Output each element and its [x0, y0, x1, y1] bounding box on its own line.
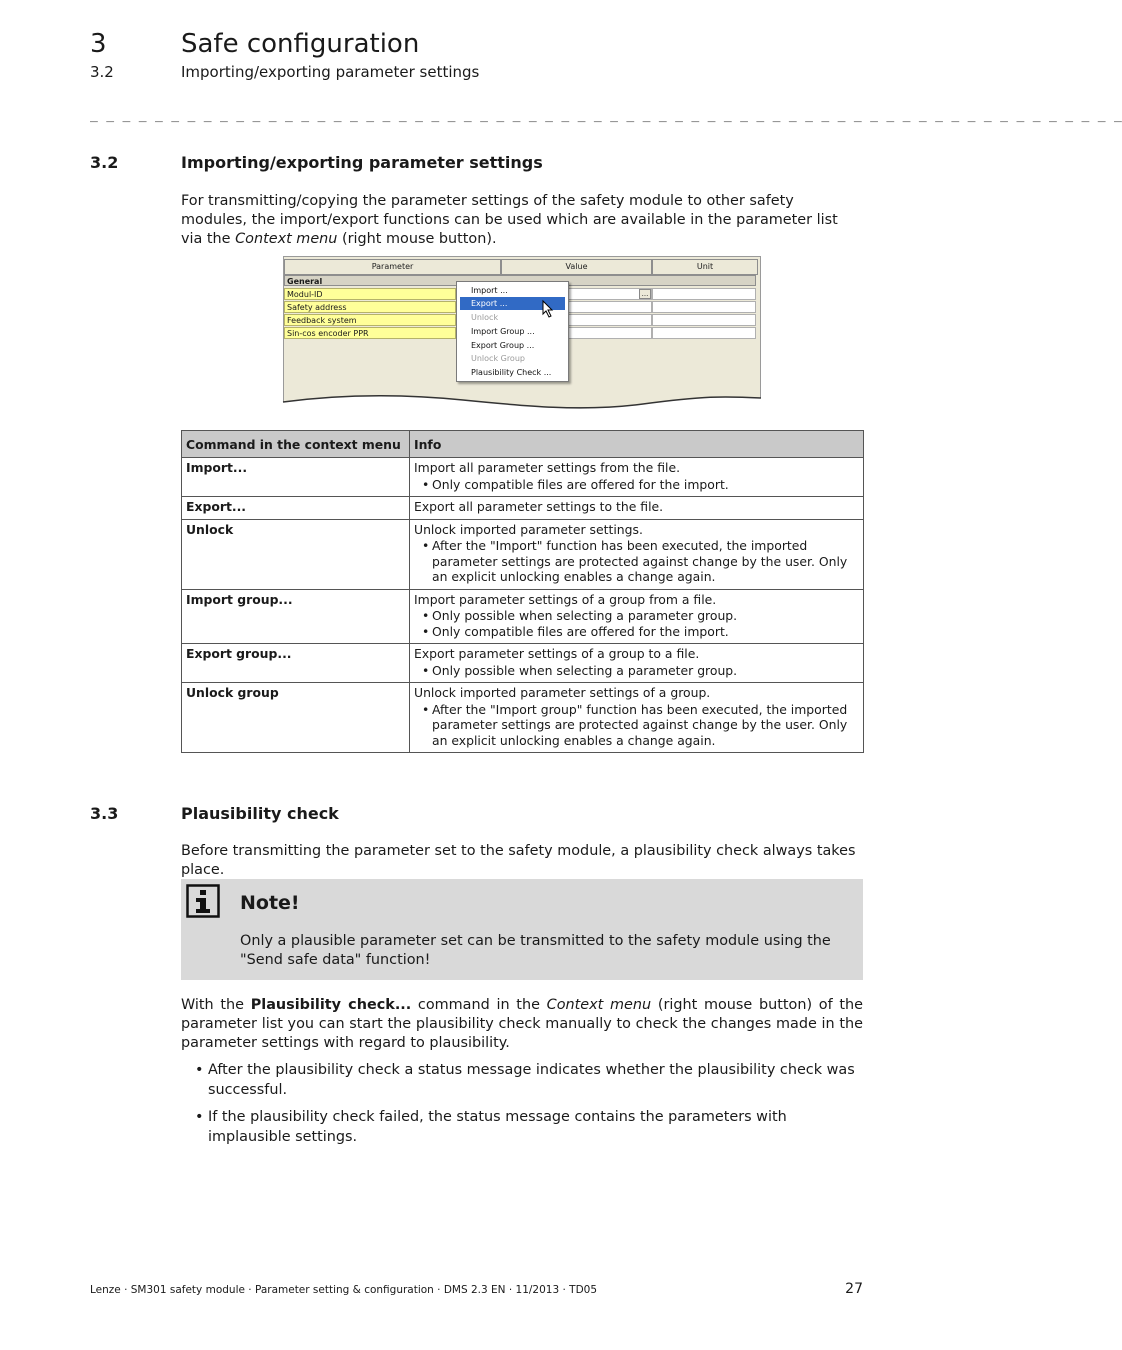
note-text: Only a plausible parameter set can be transmitted to the safety module using the "Send safe data" function! — [240, 933, 831, 968]
chapter-title: Safe configuration — [181, 29, 420, 59]
unit-cell — [652, 288, 756, 300]
section-number: 3.2 — [90, 153, 119, 172]
menu-item-unlock-group[interactable]: Unlock Group — [471, 354, 525, 363]
command-cell: Unlock group — [182, 683, 410, 753]
param-row-feedback-system[interactable]: Feedback system — [284, 314, 456, 326]
info-text: Import parameter settings of a group from a file. — [414, 591, 717, 607]
info-text: Unlock imported parameter settings of a group. — [414, 685, 711, 700]
info-cell — [410, 497, 864, 520]
info-cell — [410, 458, 864, 497]
info-bullet: • Only possible when selecting a parameter group. — [432, 663, 859, 679]
intro-text-end: (right mouse button). — [337, 231, 497, 247]
list-item-text: If the plausibility check failed, the status message contains the parameters with implausible settings. — [208, 1109, 787, 1145]
unit-cell — [652, 314, 756, 326]
table-row — [182, 519, 864, 589]
mouse-cursor-icon — [542, 300, 554, 318]
torn-edge-icon — [283, 392, 761, 412]
group-row-general[interactable]: General — [284, 275, 756, 286]
menu-item-import-group[interactable]: Import Group ... — [471, 327, 535, 336]
plausibility-paragraph — [181, 996, 863, 1053]
plausibility-intro: Before transmitting the parameter set to the safety module, a plausibility check always takes place. — [181, 843, 856, 878]
note-box — [181, 879, 863, 980]
table-row — [182, 644, 864, 683]
command-cell: Import group... — [182, 589, 410, 644]
menu-item-unlock[interactable]: Unlock — [471, 313, 499, 322]
info-cell — [410, 519, 864, 589]
value-cell[interactable] — [567, 314, 652, 326]
footer-text: Lenze · SM301 safety module · Parameter setting & configuration · DMS 2.3 EN · 11/2013 · TD05 — [90, 1284, 598, 1296]
table-row — [182, 683, 864, 753]
header-separator: _ _ _ _ _ _ _ _ _ _ _ _ _ _ _ _ _ _ _ _ _ _ _ _ _ _ _ _ _ _ _ _ _ _ _ _ _ _ _ _ _ _ _ _ _ _ _ _ _ _ _ _ _ _ _ _ _ _ _ _ _ _ _ _ — [90, 108, 1122, 123]
header-section-number: 3.2 — [90, 63, 114, 81]
section-title: Plausibility check — [181, 804, 339, 823]
info-bullets — [414, 477, 859, 493]
parameter-list-screenshot — [283, 256, 761, 412]
chapter-number: 3 — [90, 29, 107, 59]
paragraph-italic: Context menu — [546, 997, 652, 1013]
param-row-safety-address[interactable]: Safety address — [284, 301, 456, 313]
info-cell — [410, 644, 864, 683]
menu-item-plausibility-check[interactable]: Plausibility Check ... — [471, 368, 552, 377]
table-header-info: Info — [410, 431, 864, 458]
table-header-command: Command in the context menu — [182, 431, 410, 458]
info-bullets — [414, 663, 859, 679]
table-row — [182, 458, 864, 497]
command-cell: Import... — [182, 458, 410, 497]
info-bullet: • After the "Import" function has been executed, the imported parameter settings are protected against change by the user. Only an explicit unlocking enables a change again. — [432, 538, 859, 585]
menu-item-export[interactable]: Export ... — [460, 297, 565, 310]
table-header-row — [182, 431, 864, 458]
note-title: Note! — [240, 892, 300, 914]
unit-cell — [652, 301, 756, 313]
param-row-encoder-ppr[interactable]: Sin-cos encoder PPR — [284, 327, 456, 339]
info-text: Import all parameter settings from the file. — [414, 460, 681, 475]
paragraph-text: command in the — [411, 997, 547, 1013]
table-row — [182, 589, 864, 644]
menu-item-import[interactable]: Import ... — [471, 286, 508, 295]
command-table — [181, 430, 864, 753]
value-cell[interactable] — [567, 327, 652, 339]
intro-italic: Context menu — [235, 231, 338, 247]
info-bullet: • Only compatible files are offered for the import. — [432, 477, 859, 493]
section-title: Importing/exporting parameter settings — [181, 153, 543, 172]
info-bullet: • Only possible when selecting a parameter group. — [432, 608, 859, 624]
info-text: Export all parameter settings to the file. — [414, 499, 664, 514]
section-number: 3.3 — [90, 804, 119, 823]
param-row-modul-id[interactable]: Modul-ID — [284, 288, 456, 300]
info-bullet: • Only compatible files are offered for the import. — [432, 624, 859, 640]
column-header-value[interactable]: Value — [501, 259, 652, 275]
info-bullets — [414, 538, 859, 585]
info-text: Export parameter settings of a group to a file. — [414, 646, 700, 661]
page-number: 27 — [845, 1281, 863, 1297]
ellipsis-button[interactable]: ... — [639, 289, 651, 299]
info-cell — [410, 589, 864, 644]
table-row — [182, 497, 864, 520]
info-text: Unlock imported parameter settings. — [414, 521, 643, 537]
column-header-parameter[interactable]: Parameter — [284, 259, 501, 275]
info-bullets — [414, 608, 859, 639]
list-item: • After the plausibility check a status message indicates whether the plausibility check was successful. — [195, 1062, 855, 1098]
intro-text: For transmitting/copying the parameter settings of the safety module to other safety modules, the import/export functions can be used which are available in the parameter list via the — [181, 193, 838, 247]
menu-item-export-group[interactable]: Export Group ... — [471, 341, 535, 350]
paragraph-text: With the — [181, 997, 251, 1013]
command-cell: Unlock — [182, 519, 410, 589]
paragraph-text: (right mouse button) of the parameter list you can start the plausibility check manually to check the changes made in the parameter settings with regard to plausibility. — [181, 997, 863, 1051]
info-bullets — [414, 702, 859, 749]
column-header-unit[interactable]: Unit — [652, 259, 758, 275]
command-cell: Export group... — [182, 644, 410, 683]
bullet-list — [181, 1061, 863, 1155]
list-item-text: After the plausibility check a status message indicates whether the plausibility check was successful. — [208, 1062, 855, 1098]
list-item: • If the plausibility check failed, the status message contains the parameters with implausible settings. — [195, 1109, 787, 1145]
info-bullet: • After the "Import group" function has been executed, the imported parameter settings are protected against change by the user. Only an explicit unlocking enables a change again. — [432, 702, 859, 749]
paragraph-bold: Plausibility check... — [250, 997, 412, 1013]
value-cell[interactable] — [567, 301, 652, 313]
header-section-title: Importing/exporting parameter settings — [181, 63, 480, 81]
unit-cell — [652, 327, 756, 339]
context-menu — [456, 281, 569, 382]
info-cell — [410, 683, 864, 753]
command-cell: Export... — [182, 497, 410, 520]
section-intro — [181, 192, 863, 249]
info-icon — [186, 884, 220, 918]
